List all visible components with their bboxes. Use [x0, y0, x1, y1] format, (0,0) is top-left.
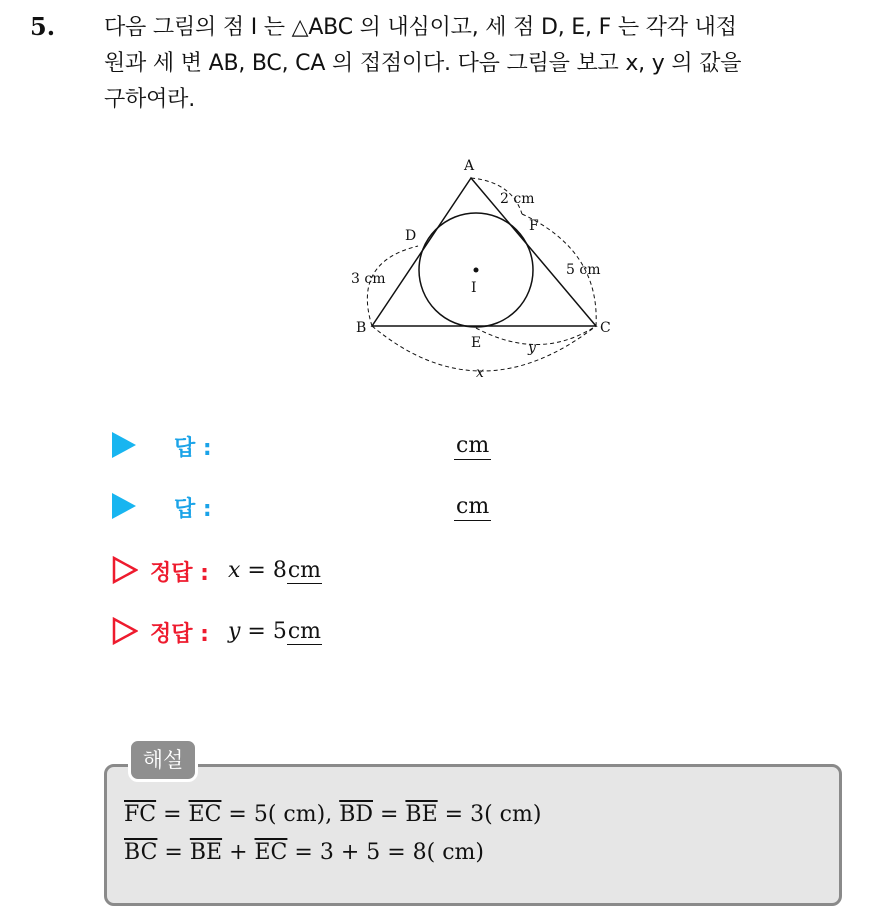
- segment-be: $\overline{BE}$: [405, 802, 438, 827]
- question-text: [104, 10, 864, 118]
- label-fc-length: 5 cm: [566, 262, 601, 278]
- question-line-1: 다음 그림의 점 I 는 △ABC 의 내심이고, 세 점 D, E, F 는 각각 내접: [104, 15, 737, 40]
- label-a: A: [464, 158, 475, 174]
- label-af-length: 2 cm: [500, 191, 535, 207]
- solution-label: 정답 :: [150, 561, 209, 586]
- solution-equation: = 5: [240, 619, 287, 644]
- eq-text: = 3 + 5 = 8( cm): [287, 840, 484, 865]
- label-i: I: [471, 280, 477, 296]
- question-number: 5.: [30, 12, 56, 41]
- outline-triangle-icon: [112, 556, 138, 584]
- explanation-line-1: [124, 802, 541, 827]
- solution-unit: cm: [287, 558, 322, 583]
- eq-text: =: [157, 840, 190, 865]
- triangle-abc: [372, 178, 596, 326]
- answer-row-1: [0, 431, 884, 467]
- solution-row-2: [0, 617, 884, 653]
- explanation-line-2: [124, 840, 484, 865]
- outline-triangle-icon: [112, 617, 138, 645]
- arc-ec: [476, 326, 596, 345]
- answer-arrow-icon: [112, 432, 136, 458]
- eq-text: = 3( cm): [437, 802, 542, 827]
- label-d: D: [405, 228, 417, 244]
- solution-unit: cm: [287, 619, 322, 644]
- answer-label: 답 :: [174, 436, 212, 461]
- eq-text: +: [222, 840, 255, 865]
- segment-ec: $\overline{EC}$: [188, 802, 222, 827]
- answer-row-2: [0, 492, 884, 528]
- solution-equation: = 8: [240, 558, 287, 583]
- solution-row-1: [0, 556, 884, 592]
- segment-fc: $\overline{FC}$: [124, 802, 157, 827]
- arc-bc: [372, 326, 596, 371]
- solution-value: [228, 558, 322, 583]
- answer-blank-unit[interactable]: cm: [456, 433, 490, 458]
- segment-bd: $\overline{BD}$: [339, 802, 373, 827]
- segment-bc: $\overline{BC}$: [124, 840, 158, 865]
- question-line-2: 원과 세 변 AB, BC, CA 의 접점이다. 다음 그림을 보고 x, y 의 값을: [104, 51, 742, 76]
- label-b: B: [356, 320, 367, 336]
- eq-text: = 5( cm),: [221, 802, 340, 827]
- eq-text: =: [373, 802, 406, 827]
- segment-ec: $\overline{EC}$: [254, 840, 288, 865]
- label-f: F: [529, 218, 539, 234]
- label-ec-length: y: [528, 340, 536, 356]
- label-e: E: [471, 335, 482, 351]
- segment-be: $\overline{BE}$: [189, 840, 223, 865]
- explanation-tag: 해설: [128, 738, 198, 782]
- answer-label: 답 :: [174, 497, 212, 522]
- solution-variable: y: [228, 619, 241, 644]
- answer-blank-unit[interactable]: cm: [456, 494, 490, 519]
- incircle-triangle-figure: [340, 150, 620, 380]
- solution-label: 정답 :: [150, 622, 209, 647]
- label-bc-length: x: [476, 365, 484, 380]
- incenter-dot: [474, 268, 479, 273]
- label-c: C: [600, 320, 611, 336]
- answer-arrow-icon: [112, 493, 136, 519]
- question-line-3: 구하여라.: [104, 87, 196, 112]
- solution-value: [228, 619, 322, 644]
- explanation-box: [104, 764, 842, 906]
- eq-text: =: [156, 802, 189, 827]
- label-bd-length: 3 cm: [351, 271, 386, 287]
- solution-variable: x: [228, 558, 241, 583]
